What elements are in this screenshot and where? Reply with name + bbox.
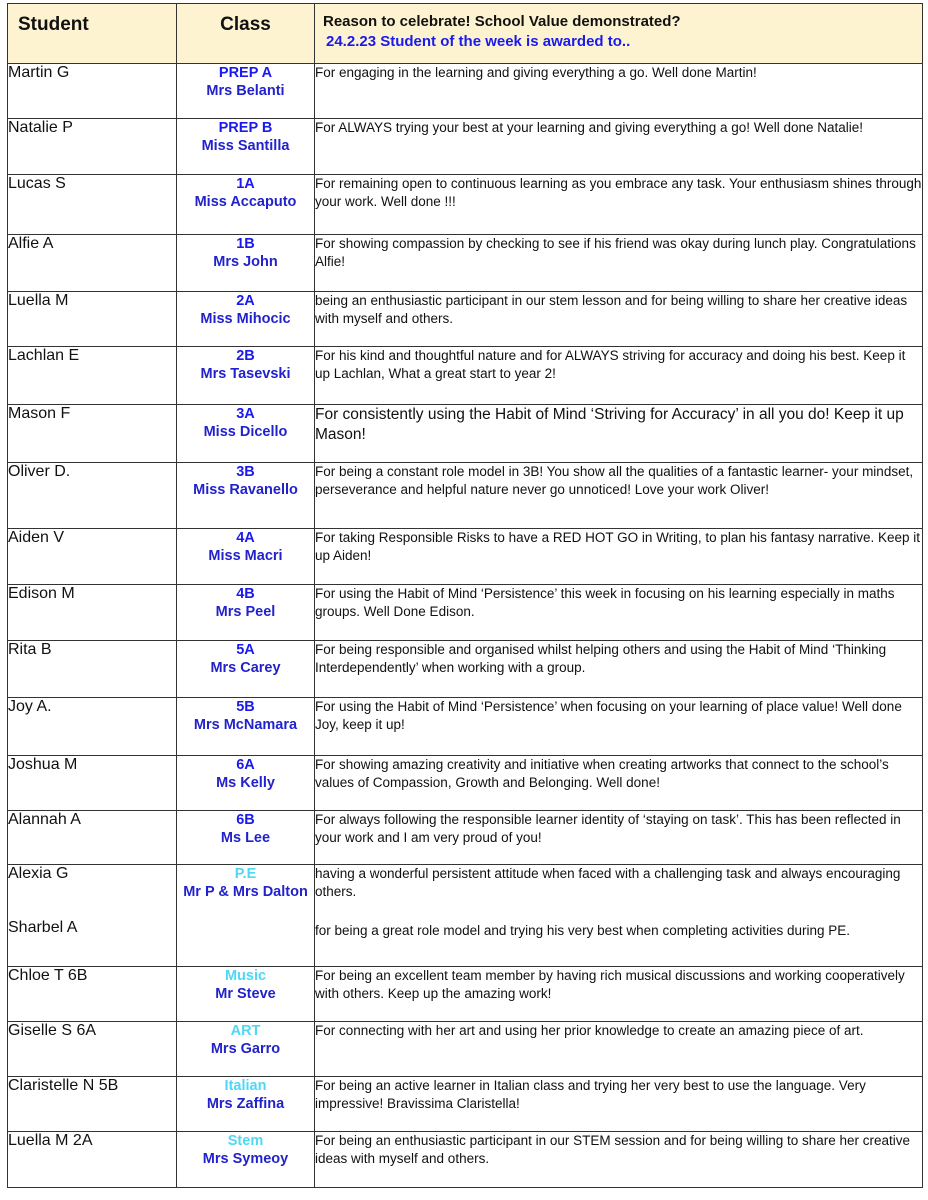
class-cell [177, 119, 315, 175]
table-row [8, 967, 923, 1022]
student-name: Lucas S [8, 175, 177, 235]
table-row [8, 1022, 923, 1077]
class-code: 5B [236, 699, 255, 715]
reason-text: For connecting with her art and using her prior knowledge to create an amazing piece of art. [315, 1022, 923, 1077]
class-code: Music [224, 968, 267, 984]
student-name: Mason F [8, 405, 177, 463]
reason-text: For using the Habit of Mind ‘Persistence’ this week in focusing on his learning especially in maths groups. Well Done Edison. [315, 585, 923, 641]
table-row [8, 1077, 923, 1132]
class-cell [177, 1077, 315, 1132]
reason-text: For showing amazing creativity and initiative when creating artworks that connect to the school’s values of Compassion, Growth and Belonging. Well done! [315, 756, 923, 811]
class-cell [177, 811, 315, 865]
class-cell [177, 64, 315, 119]
table-row [8, 1132, 923, 1188]
student-name: Joshua M [8, 756, 177, 811]
student-of-the-week-table [7, 3, 923, 1188]
table-row-pe [8, 865, 923, 967]
teacher-name: Ms Kelly [216, 775, 275, 791]
reason-text: For remaining open to continuous learning as you embrace any task. Your enthusiasm shines through your work. Well done !!! [315, 175, 923, 235]
teacher-name: Mr P & Mrs Dalton [183, 884, 308, 900]
table-row [8, 811, 923, 865]
student-name: Natalie P [8, 119, 177, 175]
reason-text: For his kind and thoughtful nature and for ALWAYS striving for accuracy and doing his best. Keep it up Lachlan, What a great start to year 2! [315, 347, 923, 405]
student-name: Aiden V [8, 529, 177, 585]
reason-text: For being an enthusiastic participant in our STEM session and for being willing to share her creative ideas with myself and others. [315, 1132, 923, 1188]
class-cell [177, 698, 315, 756]
class-code: 4B [236, 586, 255, 602]
teacher-name: Mr Steve [215, 986, 276, 1002]
teacher-name: Miss Accaputo [194, 194, 297, 210]
class-code: 1B [236, 236, 255, 252]
class-code: 5A [236, 642, 255, 658]
reason-text: For being an excellent team member by having rich musical discussions and working cooperatively with others. Keep up the amazing work! [315, 967, 923, 1022]
teacher-name: Mrs Symeoy [202, 1151, 289, 1167]
teacher-name: Mrs Garro [210, 1041, 281, 1057]
student-name: Edison M [8, 585, 177, 641]
class-cell [177, 585, 315, 641]
table-row [8, 347, 923, 405]
class-cell [177, 405, 315, 463]
class-cell [177, 292, 315, 347]
class-code: Stem [227, 1133, 264, 1149]
class-cell [177, 865, 315, 967]
teacher-name: Miss Mihocic [200, 311, 291, 327]
class-code: 2A [236, 293, 255, 309]
table-row [8, 641, 923, 698]
class-cell [177, 641, 315, 698]
class-cell [177, 967, 315, 1022]
reason-text: For being responsible and organised whilst helping others and using the Habit of Mind ‘Thinking Interdependently’ when working with a group. [315, 641, 923, 698]
table-row [8, 119, 923, 175]
header-class: Class [220, 14, 271, 35]
reason-text: for being a great role model and trying his very best when completing activities during PE. [315, 923, 851, 938]
class-code: 4A [236, 530, 255, 546]
teacher-name: Miss Dicello [203, 424, 288, 440]
table-row [8, 235, 923, 292]
class-code: PREP B [218, 120, 273, 136]
class-cell [177, 529, 315, 585]
table-row [8, 529, 923, 585]
student-name: Rita B [8, 641, 177, 698]
class-cell [177, 756, 315, 811]
class-code: PREP A [218, 65, 273, 81]
class-cell [177, 175, 315, 235]
class-code: 1A [236, 176, 255, 192]
student-name: Alexia G [8, 865, 69, 882]
reason-text: For engaging in the learning and giving everything a go. Well done Martin! [315, 64, 923, 119]
class-code: ART [230, 1023, 261, 1039]
teacher-name: Miss Macri [208, 548, 283, 564]
table-row [8, 463, 923, 529]
student-name: Claristelle N 5B [8, 1077, 177, 1132]
header-class-cell [177, 4, 315, 64]
student-name: Martin G [8, 64, 177, 119]
student-name: Sharbel A [8, 919, 78, 936]
student-name-cell [8, 865, 177, 967]
student-name: Luella M [8, 292, 177, 347]
header-row [8, 4, 923, 64]
reason-cell [315, 865, 923, 967]
teacher-name: Mrs Carey [210, 660, 281, 676]
header-student: Student [18, 14, 89, 35]
student-name: Luella M 2A [8, 1132, 177, 1188]
teacher-name: Ms Lee [220, 830, 271, 846]
reason-text: For being an active learner in Italian class and trying her very best to use the language. Very impressive! Bravissima Claristella! [315, 1077, 923, 1132]
table-row [8, 292, 923, 347]
class-cell [177, 347, 315, 405]
reason-text: For always following the responsible learner identity of ‘staying on task’. This has been reflected in your work and I am very proud of you! [315, 811, 923, 865]
header-reason: Reason to celebrate! School Value demonstrated? [323, 13, 681, 30]
table-row [8, 585, 923, 641]
class-cell [177, 1022, 315, 1077]
class-code: Italian [224, 1078, 267, 1094]
student-name: Alannah A [8, 811, 177, 865]
class-cell [177, 235, 315, 292]
table-row [8, 175, 923, 235]
class-code: P.E [234, 866, 257, 882]
student-name: Joy A. [8, 698, 177, 756]
teacher-name: Mrs McNamara [193, 717, 298, 733]
table-row [8, 64, 923, 119]
teacher-name: Mrs Tasevski [200, 366, 291, 382]
student-name: Lachlan E [8, 347, 177, 405]
teacher-name: Miss Santilla [201, 138, 290, 154]
class-code: 3B [236, 464, 255, 480]
teacher-name: Mrs Belanti [206, 83, 285, 99]
teacher-name: Mrs John [213, 254, 278, 270]
table-row [8, 405, 923, 463]
teacher-name: Mrs Zaffina [206, 1096, 285, 1112]
class-code: 6A [236, 757, 255, 773]
reason-text: For ALWAYS trying your best at your learning and giving everything a go! Well done Natalie! [315, 119, 923, 175]
reason-text: For taking Responsible Risks to have a RED HOT GO in Writing, to plan his fantasy narrative. Keep it up Aiden! [315, 529, 923, 585]
header-student-cell [8, 4, 177, 64]
student-name: Giselle S 6A [8, 1022, 177, 1077]
class-code: 3A [236, 406, 255, 422]
reason-text: For using the Habit of Mind ‘Persistence’ when focusing on your learning of place value! Well done Joy, keep it up! [315, 698, 923, 756]
class-code: 2B [236, 348, 255, 364]
table-row [8, 698, 923, 756]
reason-text: having a wonderful persistent attitude when faced with a challenging task and always encouraging others. [315, 866, 901, 899]
teacher-name: Miss Ravanello [193, 482, 298, 498]
class-cell [177, 463, 315, 529]
reason-text: For consistently using the Habit of Mind ‘Striving for Accuracy’ in all you do! Keep it up Mason! [315, 405, 923, 463]
header-reason-cell [315, 4, 923, 64]
class-cell [177, 1132, 315, 1188]
reason-text: For showing compassion by checking to see if his friend was okay during lunch play. Congratulations Alfie! [315, 235, 923, 292]
table-row [8, 756, 923, 811]
class-code: 6B [236, 812, 255, 828]
reason-text: For being a constant role model in 3B! You show all the qualities of a fantastic learner- your mindset, perseverance and helpful nature never go unnoticed! Love your work Oliver! [315, 463, 923, 529]
reason-text: being an enthusiastic participant in our stem lesson and for being willing to share her creative ideas with myself and others. [315, 292, 923, 347]
header-date-line: 24.2.23 Student of the week is awarded to.. [326, 33, 631, 50]
student-name: Alfie A [8, 235, 177, 292]
student-name: Oliver D. [8, 463, 177, 529]
teacher-name: Mrs Peel [215, 604, 276, 620]
student-name: Chloe T 6B [8, 967, 177, 1022]
